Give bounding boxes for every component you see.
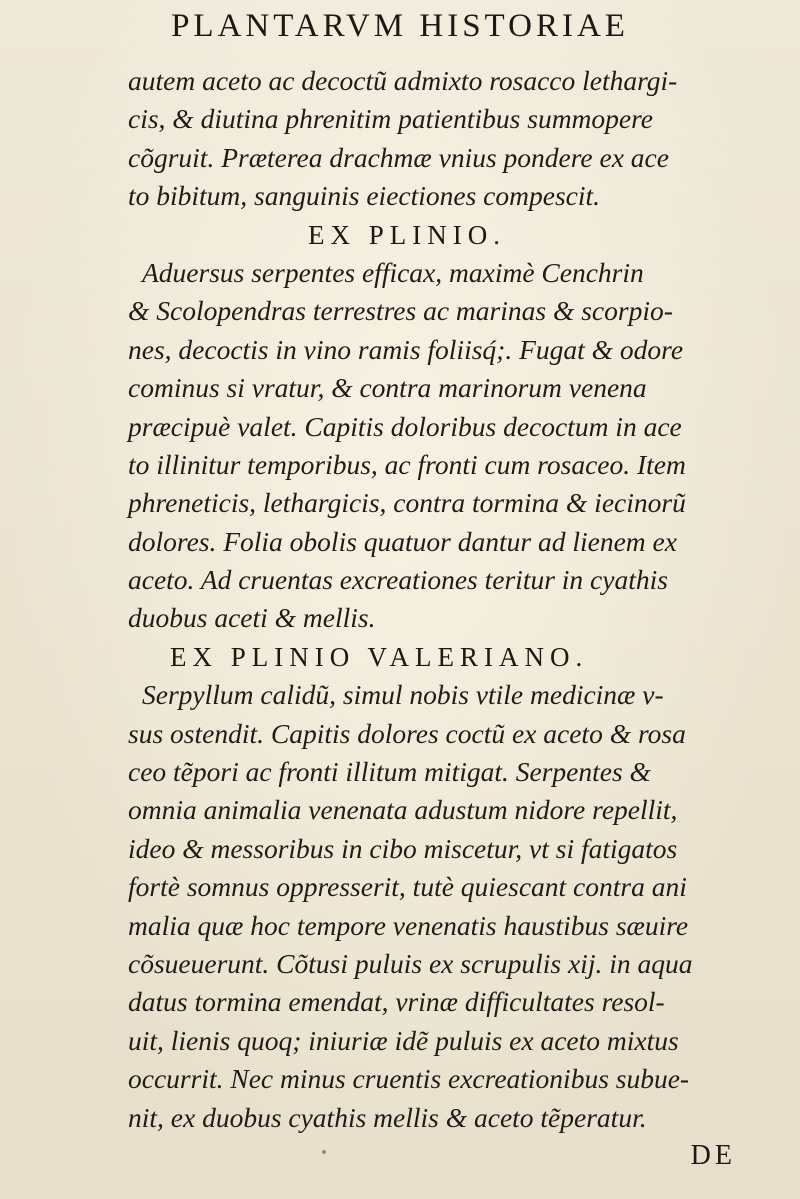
running-header: PLANTARVM HISTORIAE: [171, 8, 629, 44]
text-line: nes, decoctis in vino ramis foliisq́;. Fugat & odore: [128, 333, 684, 365]
text-line: præcipuè valet. Capitis doloribus decoctum in ace: [128, 410, 682, 442]
text-line: fortè somnus oppresserit, tutè quiescant contra ani: [128, 871, 687, 903]
text-line: occurrit. Nec minus cruentis excreationibus subue-: [128, 1063, 690, 1095]
text-line: uit, lienis quoq; iniuriæ idẽ puluis ex aceto mixtus: [128, 1024, 679, 1056]
text-line: omnia animalia venenata adustum nidore repellit,: [128, 794, 678, 826]
text-line: to bibitum, sanguinis eiectiones compescit.: [128, 180, 601, 212]
text-line: sus ostendit. Capitis dolores coctũ ex aceto & rosa: [128, 717, 686, 749]
text-line: cominus si vratur, & contra marinorum venena: [128, 372, 647, 404]
text-line: dolores. Folia obolis quatuor dantur ad lienem ex: [128, 525, 677, 557]
section-heading-ex-plinio-valeriano: EX PLINIO VALERIANO.: [170, 641, 589, 672]
text-line: Aduersus serpentes efficax, maximè Cenchrin: [142, 256, 644, 288]
text-line: cõgruit. Præterea drachmæ vnius pondere ex ace: [128, 141, 669, 173]
text-line: cis, & diutina phrenitim patientibus summopere: [128, 103, 654, 135]
text-line: ceo tẽpori ac fronti illitum mitigat. Serpentes &: [128, 756, 651, 788]
text-line: Serpyllum calidũ, simul nobis vtile medicinæ v-: [142, 679, 664, 711]
text-line: duobus aceti & mellis.: [128, 602, 376, 634]
text-line: autem aceto ac decoctũ admixto rosacco lethargi-: [128, 65, 678, 96]
text-line: nit, ex duobus cyathis mellis & aceto tẽperatur.: [128, 1101, 647, 1133]
body-text: [128, 62, 788, 1137]
text-line: malia quæ hoc tempore venenatis haustibus sæuire: [128, 909, 689, 941]
catchword: DE: [690, 1140, 736, 1171]
text-line: aceto. Ad cruentas excreationes teritur in cyathis: [128, 564, 668, 596]
ink-speck: [322, 1150, 326, 1154]
text-line: phreneticis, lethargicis, contra tormina & iecinorũ: [128, 487, 686, 519]
section-heading-ex-plinio: EX PLINIO.: [308, 219, 506, 250]
text-line: cõsueuerunt. Cõtusi puluis ex scrupulis xij. in aqua: [128, 947, 693, 979]
text-line: to illinitur temporibus, ac fronti cum rosaceo. Item: [128, 448, 686, 480]
text-line: & Scolopendras terrestres ac marinas & scorpio-: [128, 295, 673, 327]
text-line: datus tormina emendat, vrinæ difficultates resol-: [128, 986, 665, 1018]
text-line: ideo & messoribus in cibo miscetur, vt si fatigatos: [128, 832, 678, 864]
